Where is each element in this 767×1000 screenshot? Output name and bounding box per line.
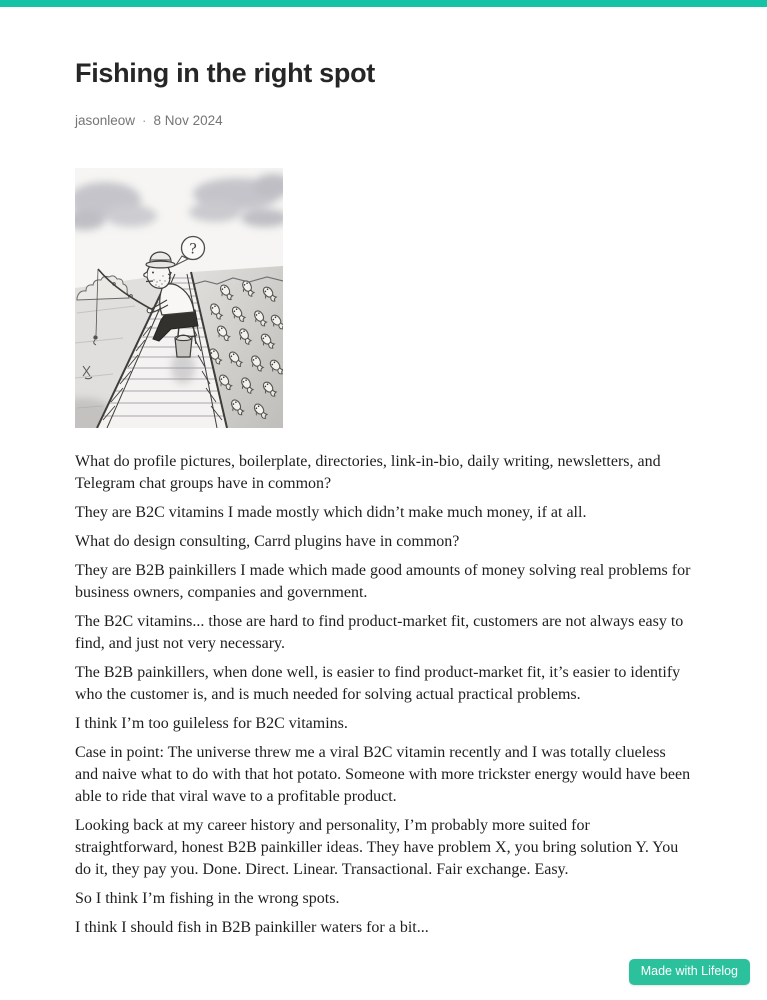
article-paragraph: What do design consulting, Carrd plugins have in common? — [75, 533, 460, 550]
article-paragraph: The B2B painkillers, when done well, is easier to find product-market fit, it’s easier to identify who the customer is, and is much needed for solving actual practical problems. — [75, 664, 681, 703]
byline-separator: · — [142, 113, 147, 128]
article-paragraph: What do profile pictures, boilerplate, directories, link-in-bio, daily writing, newsletters, and Telegram chat groups have in common? — [75, 453, 661, 492]
article-paragraph: Looking back at my career history and personality, I’m probably more suited for straightforward, honest B2B painkiller ideas. They have problem X, you bring solution Y. You do it, they pay you. Done. Direct. Linear. Transactional. Fair exchange. Easy. — [75, 817, 679, 878]
bobber — [93, 335, 97, 339]
post-illustration — [75, 168, 283, 428]
author-link[interactable]: jasonleow — [75, 113, 136, 128]
made-with-lifelog-badge[interactable]: Made with Lifelog — [629, 959, 750, 985]
fishing-cartoon-illustration — [75, 168, 283, 428]
top-accent-bar — [0, 0, 767, 7]
article-paragraph: So I think I’m fishing in the wrong spots. — [75, 890, 340, 907]
article-paragraph: I think I should fish in B2B painkiller waters for a bit... — [75, 919, 429, 936]
article-body — [75, 451, 692, 939]
article-paragraph: They are B2B painkillers I made which made good amounts of money solving real problems for business owners, companies and government. — [75, 562, 691, 601]
article-paragraph: I think I’m too guileless for B2C vitamins. — [75, 715, 348, 732]
article-paragraph: Case in point: The universe threw me a viral B2C vitamin recently and I was totally clueless and naive what to do with that hot potato. Someone with more trickster energy would have been able to ride that viral wave to a profitable product. — [75, 744, 691, 805]
article-paragraph: They are B2C vitamins I made mostly which didn’t make much money, if at all. — [75, 504, 587, 521]
article-paragraph: The B2C vitamins... those are hard to find product-market fit, customers are not always easy to find, and just not very necessary. — [75, 613, 684, 652]
blog-post-page — [0, 57, 767, 939]
bucket — [175, 335, 192, 357]
page-title: Fishing in the right spot — [75, 58, 375, 88]
byline — [75, 112, 692, 130]
question-mark: ? — [189, 241, 197, 258]
post-date: 8 Nov 2024 — [153, 113, 223, 128]
